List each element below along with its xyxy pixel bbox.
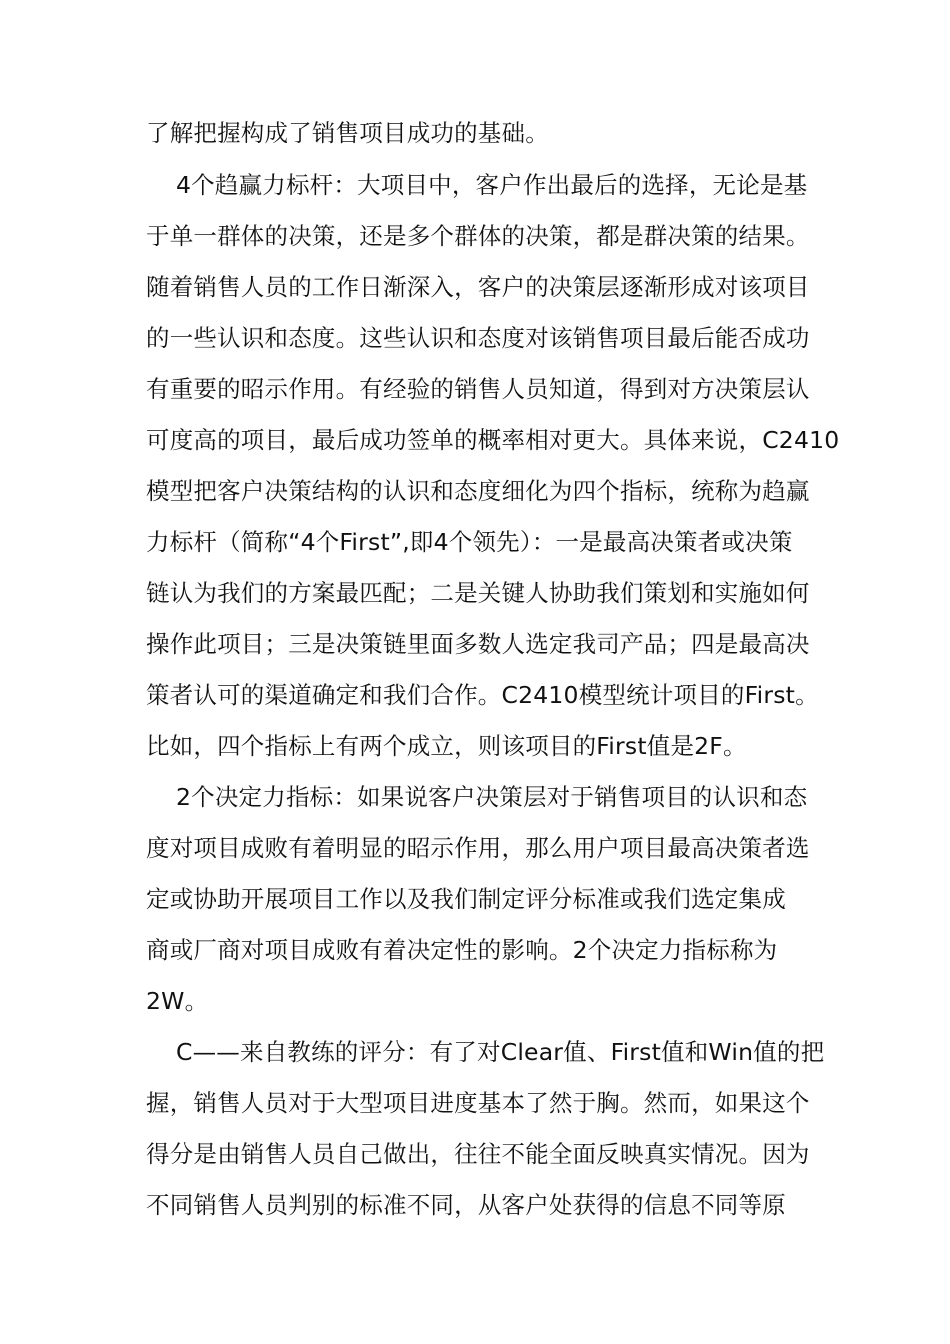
text-line: 握，销售人员对于大型项目进度基本了然于胸。然而，如果这个 [146,1089,810,1117]
paragraph-first-line: 4个趋赢力标杆：大项目中，客户作出最后的选择，无论是基 [176,171,808,199]
paragraph-first-line: 2个决定力指标：如果说客户决策层对于销售项目的认识和态 [176,783,808,811]
text-line: 力标杆（简称“4个First”,即4个领先）：一是最高决策者或决策 [146,528,793,556]
text-line: 定或协助开展项目工作以及我们制定评分标准或我们选定集成 [146,885,786,913]
paragraph-first-line: C——来自教练的评分：有了对Clear值、First值和Win值的把 [176,1038,825,1066]
text-line: 链认为我们的方案最匹配；二是关键人协助我们策划和实施如何 [146,579,810,607]
text-line: 操作此项目；三是决策链里面多数人选定我司产品；四是最高决 [146,630,810,658]
text-line: 于单一群体的决策，还是多个群体的决策，都是群决策的结果。 [146,222,810,250]
text-line: 随着销售人员的工作日渐深入，客户的决策层逐渐形成对该项目 [146,273,810,301]
text-line: 模型把客户决策结构的认识和态度细化为四个指标，统称为趋赢 [146,477,810,505]
text-line: 得分是由销售人员自己做出，往往不能全面反映真实情况。因为 [146,1140,810,1168]
text-line: 商或厂商对项目成败有着决定性的影响。2个决定力指标称为 [146,936,778,964]
text-line: 策者认可的渠道确定和我们合作。C2410模型统计项目的First。 [146,681,819,709]
text-line: 不同销售人员判别的标准不同，从客户处获得的信息不同等原 [146,1191,786,1219]
text-line: 2W。 [146,987,209,1015]
text-line: 了解把握构成了销售项目成功的基础。 [146,119,549,147]
text-line: 的一些认识和态度。这些认识和态度对该销售项目最后能否成功 [146,324,810,352]
text-line: 可度高的项目，最后成功签单的概率相对更大。具体来说，C2410 [146,426,840,454]
text-line: 比如，四个指标上有两个成立，则该项目的First值是2F。 [146,732,747,760]
text-line: 有重要的昭示作用。有经验的销售人员知道，得到对方决策层认 [146,375,810,403]
text-line: 度对项目成败有着明显的昭示作用，那么用户项目最高决策者选 [146,834,810,862]
